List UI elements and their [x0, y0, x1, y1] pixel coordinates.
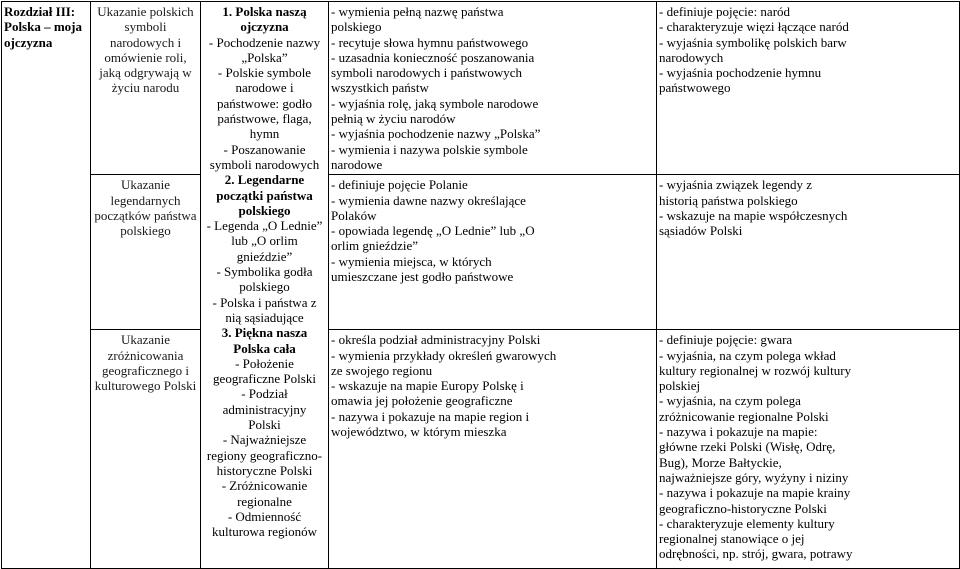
- requirement-line: najważniejsze góry, wyżyny i niziny: [659, 469, 849, 485]
- requirement-line: - wyjaśnia pochodzenie hymnu: [659, 65, 822, 81]
- aim-text: Ukazanie legendarnych początków państwa polskiego: [94, 177, 197, 239]
- table-row: [2, 2, 960, 175]
- requirement-line: - wymienia przykłady określeń gwarowych: [331, 347, 557, 363]
- requirement-line: zróżnicowanie regionalne Polski: [659, 408, 829, 424]
- requirement-line: geograficzno-historyczne Polski: [659, 500, 827, 516]
- topic-line: geograficzne Polski: [213, 371, 316, 387]
- requirement-line: orlim gnieździe”: [331, 238, 418, 254]
- extended-requirements-cell: [657, 175, 960, 330]
- requirement-line: narodowych: [659, 49, 724, 65]
- topic-line: regiony geograficzno-: [206, 447, 323, 463]
- topic-line: „Polska”: [241, 49, 288, 65]
- topic-line: - Poszanowanie: [223, 141, 306, 157]
- topic-line: - Pochodzenie nazwy: [208, 34, 321, 50]
- topic-line: - Polskie symbole: [217, 65, 312, 81]
- topic-line: - Podział: [241, 386, 288, 402]
- requirement-line: - nazywa i pokazuje na mapie region i: [331, 408, 530, 424]
- requirement-line: - wyjaśnia, na czym polega wkład: [659, 347, 836, 363]
- topic-line: - Polska i państwa z: [212, 294, 317, 310]
- requirement-line: - wyjaśnia związek legendy z: [659, 177, 813, 193]
- topic-line: regionalne: [237, 493, 292, 509]
- requirement-line: Polaków: [331, 207, 377, 223]
- requirement-line: polskiego: [331, 19, 382, 35]
- requirement-line: historią państwa polskiego: [659, 192, 798, 208]
- requirement-line: kultury regionalnej w rozwój kultury: [659, 362, 852, 378]
- requirement-line: - opowiada legendę „O Lednie” lub „O: [331, 223, 535, 239]
- topic-heading-line: ojczyzna: [240, 19, 289, 35]
- topic-heading-line: 1. Polska naszą: [222, 4, 307, 19]
- topic-line: historyczne Polski: [216, 462, 313, 478]
- table-row: [2, 330, 960, 569]
- requirement-line: - wymienia miejsca, w których: [331, 253, 492, 269]
- aim-cell: [91, 330, 201, 569]
- extended-requirements-cell: [657, 2, 960, 175]
- requirement-line: państwowego: [659, 80, 731, 96]
- requirement-line: - wskazuje na mapie Europy Polskę i: [331, 378, 524, 394]
- topic-line: - Odmienność: [227, 508, 302, 524]
- requirement-line: - definiuje pojęcie: naród: [659, 4, 791, 19]
- requirement-line: - uzasadnia konieczność poszanowania: [331, 49, 535, 65]
- topic-line: Polski: [248, 417, 281, 433]
- requirement-line: odrębności, np. strój, gwara, potrawy: [659, 546, 853, 562]
- aim-text: Ukazanie zróżnicowania geograficznego i kulturowego Polski: [94, 332, 197, 394]
- topic-line: symboli narodowych: [209, 156, 320, 172]
- requirement-line: - charakteryzuje więzi łączące naród: [659, 19, 849, 35]
- requirement-line: pełnią w życiu narodów: [331, 111, 456, 127]
- requirement-line: sąsiadów Polski: [659, 223, 743, 239]
- curriculum-table: [1, 1, 960, 569]
- requirement-line: - wyjaśnia symbolikę polskich barw: [659, 34, 847, 50]
- topic-line: narodowe i: [235, 80, 294, 96]
- requirement-line: - charakteryzuje elementy kultury: [659, 515, 835, 531]
- topic-line: kulturowa regionów: [211, 524, 318, 540]
- requirement-line: - nazywa i pokazuje na mapie krainy: [659, 485, 851, 501]
- requirement-line: województwo, w którym mieszka: [331, 424, 507, 440]
- requirement-line: - definiuje pojęcie: gwara: [659, 332, 793, 348]
- topic-line: państwowe: godło: [217, 95, 312, 111]
- extended-requirements-cell: [657, 330, 960, 569]
- topic-line: nią sąsiadujące: [225, 309, 304, 325]
- topic-line: gnieździe”: [236, 248, 293, 264]
- section-title: Rozdział III: Polska – moja ojczyzna: [4, 4, 82, 50]
- section-title-cell: [2, 2, 91, 569]
- requirement-line: wszystkich państw: [331, 80, 429, 96]
- requirement-line: - wskazuje na mapie współczesnych: [659, 207, 848, 223]
- topic-line: lub „O orlim: [231, 233, 298, 249]
- topic-line: - Symbolika godła: [216, 264, 313, 280]
- requirement-line: regionalnej stanowiące o jej: [659, 531, 805, 547]
- requirement-line: - definiuje pojęcie Polanie: [331, 177, 468, 193]
- requirement-line: polskiej: [659, 378, 701, 394]
- topic-line: polskiego: [239, 279, 290, 295]
- topic-line: państwowe, flaga,: [217, 111, 312, 127]
- requirement-line: umieszczane jest godło państwowe: [331, 269, 514, 285]
- topic-heading-line: 2. Legendarne: [224, 172, 305, 188]
- topic-line: hymn: [249, 126, 280, 142]
- requirement-line: - recytuje słowa hymnu państwowego: [331, 34, 529, 50]
- topic-heading-line: polskiego: [238, 202, 291, 218]
- topics-cell: [201, 2, 329, 569]
- requirement-line: - nazywa i pokazuje na mapie:: [659, 424, 818, 440]
- topic-line: - Najważniejsze: [222, 432, 307, 448]
- requirement-line: ze swojego regionu: [331, 362, 433, 378]
- topic-heading-line: początki państwa: [216, 187, 313, 203]
- topic-line: - Zróżnicowanie: [221, 478, 308, 494]
- aim-cell: [91, 175, 201, 330]
- topic-heading-line: 3. Piękna nasza: [221, 325, 308, 341]
- topic-heading-line: Polska cała: [233, 340, 296, 356]
- requirement-line: - wyjaśnia pochodzenie nazwy „Polska”: [331, 126, 541, 142]
- requirement-line: - wymienia i nazywa polskie symbole: [331, 141, 528, 157]
- aim-text: Ukazanie polskich symboli narodowych i omówienie roli, jaką odgrywają w życiu narodu: [97, 4, 194, 96]
- basic-requirements-cell: [329, 2, 657, 175]
- requirement-line: Bug), Morze Bałtyckie,: [659, 454, 782, 470]
- aim-cell: [91, 2, 201, 175]
- requirement-line: narodowe: [331, 156, 383, 172]
- requirement-line: - wyjaśnia, na czym polega: [659, 393, 801, 409]
- requirement-line: główne rzeki Polski (Wisłę, Odrę,: [659, 439, 836, 455]
- requirement-line: - określa podział administracyjny Polski: [331, 332, 541, 348]
- topic-line: - Położenie: [235, 355, 294, 371]
- topic-line: - Legenda „O Lednie”: [206, 218, 323, 234]
- requirement-line: - wymienia dawne nazwy określające: [331, 192, 526, 208]
- requirement-line: - wyjaśnia rolę, jaką symbole narodowe: [331, 95, 539, 111]
- basic-requirements-cell: [329, 330, 657, 569]
- topic-line: administracyjny: [222, 401, 307, 417]
- basic-requirements-cell: [329, 175, 657, 330]
- requirement-line: - wymienia pełną nazwę państwa: [331, 4, 504, 19]
- requirement-line: symboli narodowych i państwowych: [331, 65, 523, 81]
- requirement-line: omawia jej położenie geograficzne: [331, 393, 513, 409]
- table-row: [2, 175, 960, 330]
